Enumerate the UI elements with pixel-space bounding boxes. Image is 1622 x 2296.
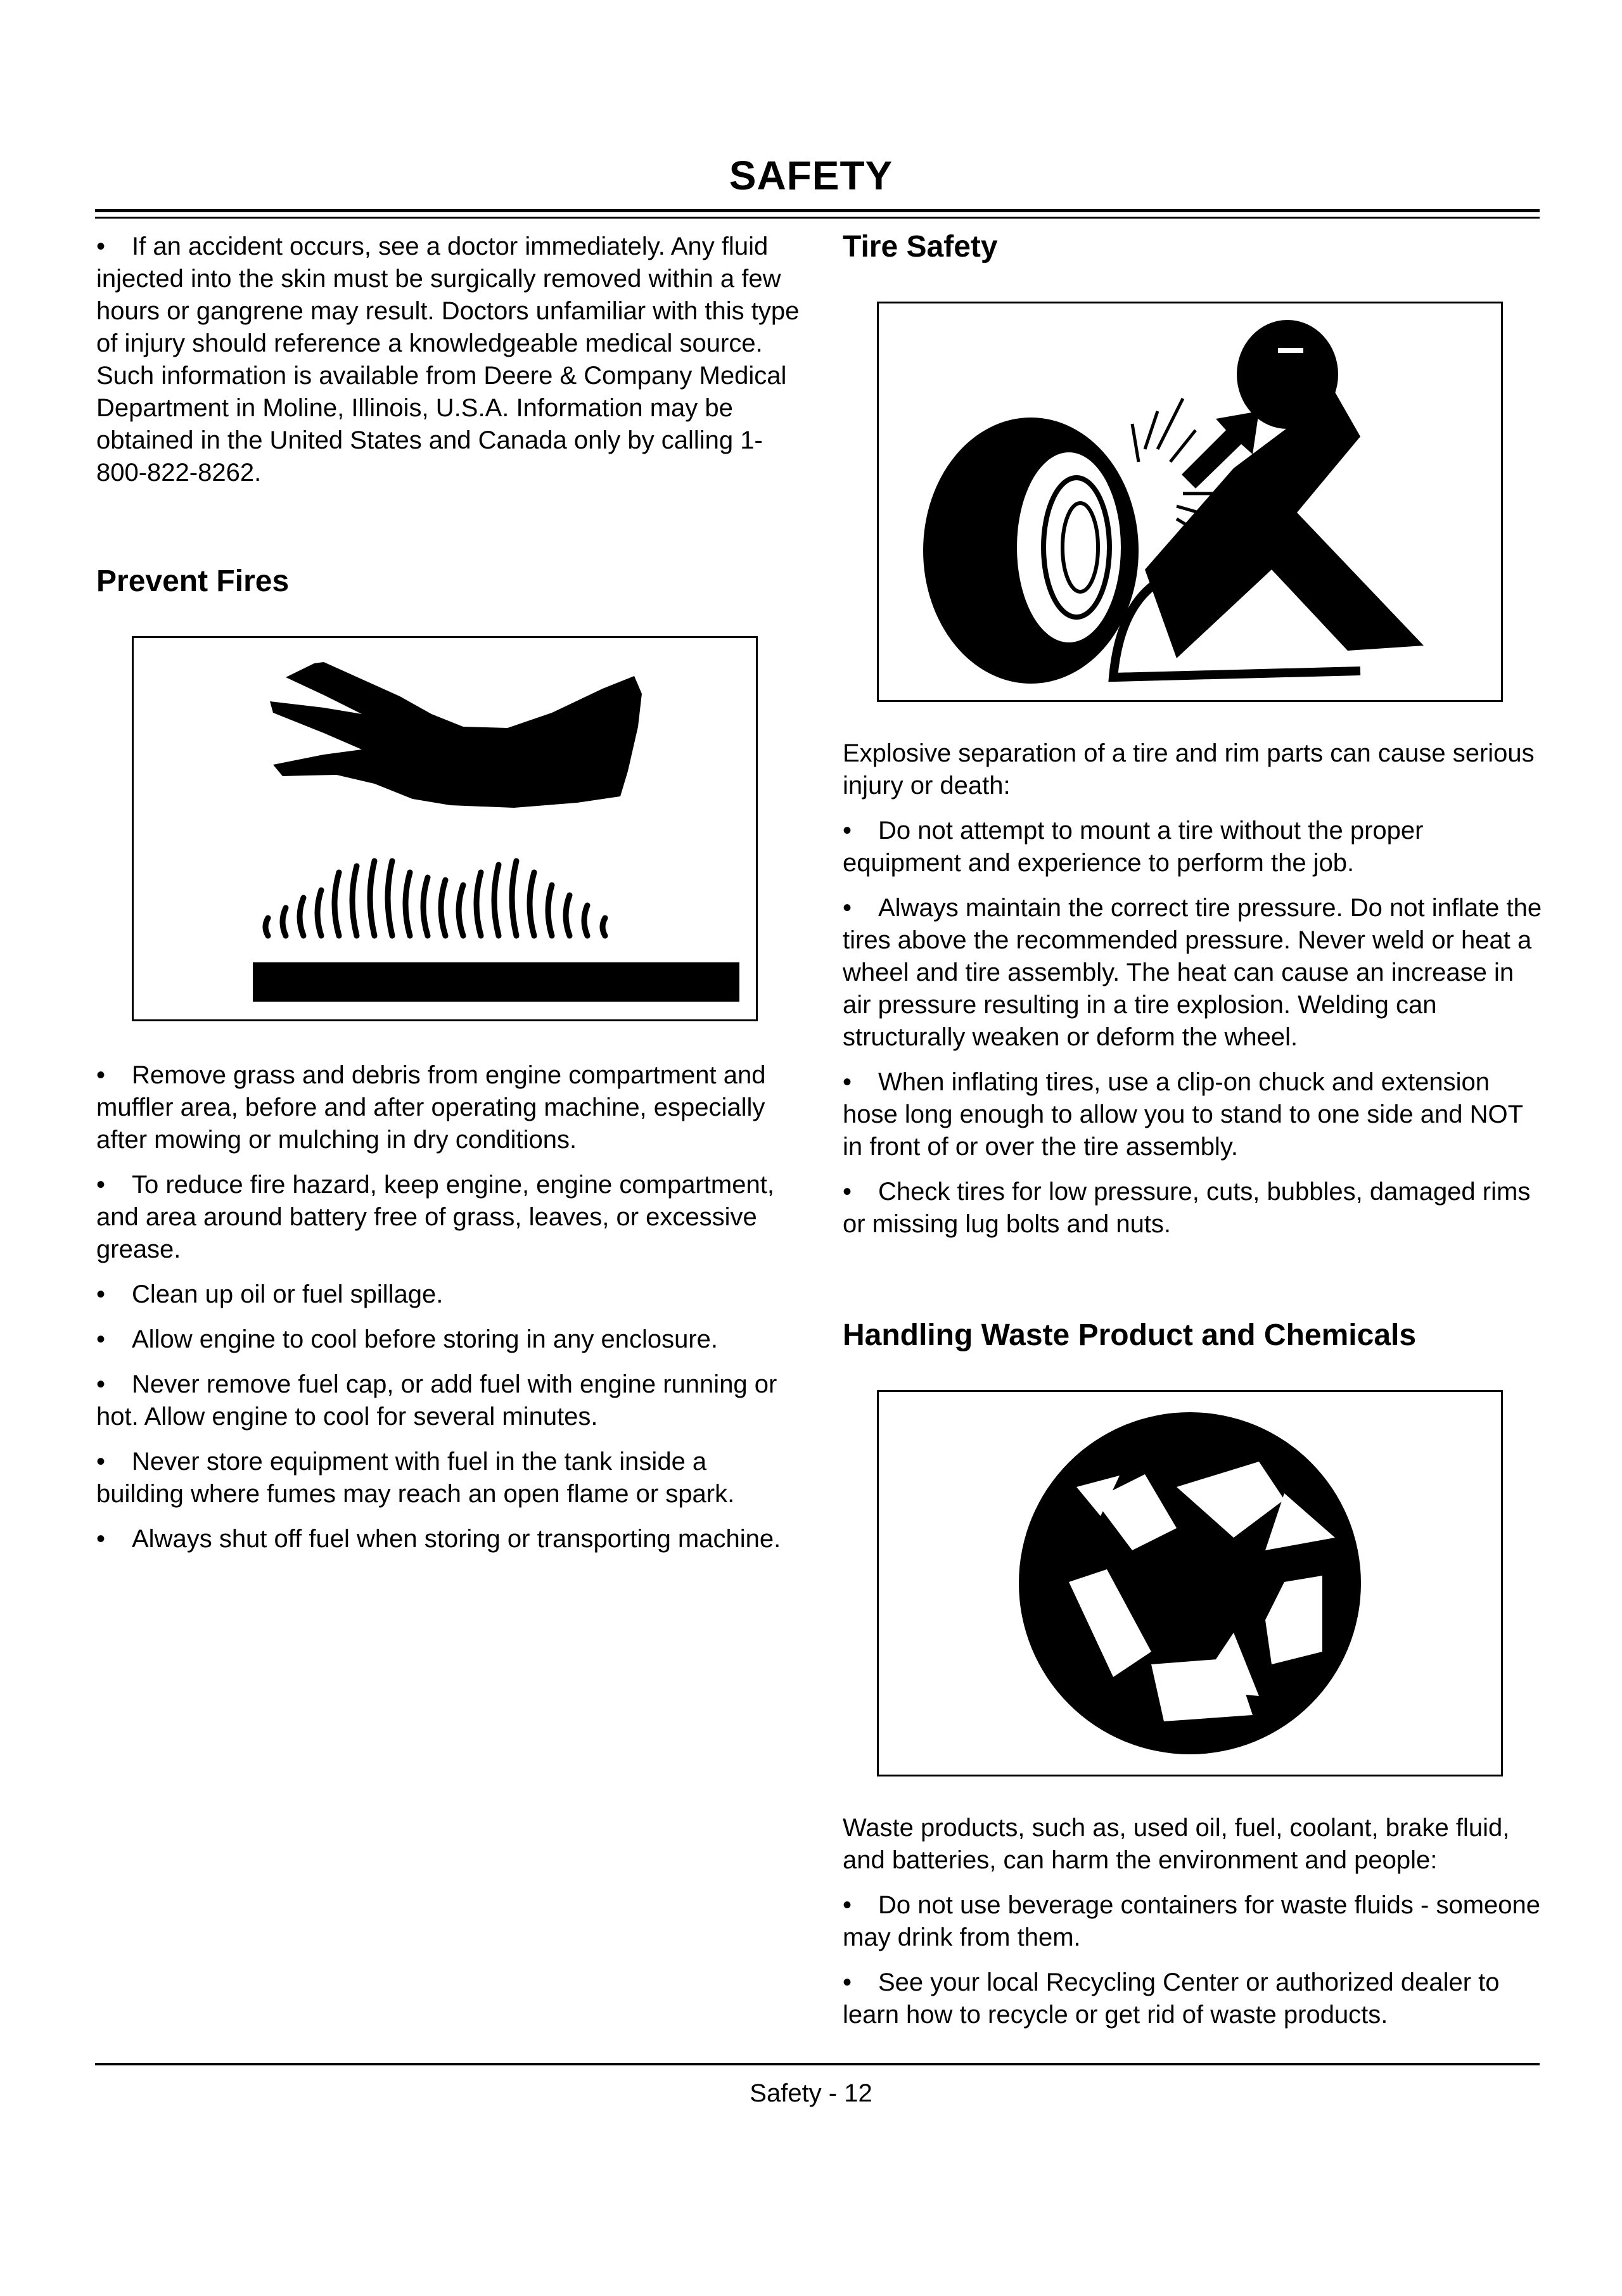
title-rule [95,209,1540,212]
list-item: • Allow engine to cool before storing in any enclosure. [96,1325,718,1353]
fire-figure [132,636,758,1021]
list-item: • Do not attempt to mount a tire without the proper equipment and experience to perform the job. [843,817,1424,877]
list-item: • When inflating tires, use a clip-on chuck and extension hose long enough to allow you to stand to one side and NOT in front of or over the tire assembly. [843,1068,1523,1161]
recycle-icon [879,1392,1501,1775]
recycle-figure [877,1390,1503,1776]
fires-heading: Prevent Fires [96,564,290,598]
title-rule-thin [95,217,1540,219]
footer-rule [95,2063,1540,2065]
list-item: • Always maintain the correct tire pressure. Do not inflate the tires above the recommended pressure. Never weld or heat a wheel and tire assembly. The heat can cause an increase in air pressure resulting in a tire explosion. Welding can structurally weaken or deform the wheel. [843,894,1542,1051]
list-item: • Check tires for low pressure, cuts, bubbles, damaged rims or missing lug bolts and nuts. [843,1178,1531,1238]
list-item: • See your local Recycling Center or authorized dealer to learn how to recycle or get rid of waste products. [843,1968,1500,2029]
fires-heading-wrap [96,565,800,597]
list-item: • Never store equipment with fuel in the tank inside a building where fumes may reach an open flame or spark. [96,1448,735,1508]
waste-intro: Waste products, such as, used oil, fuel, coolant, brake fluid, and batteries, can harm the environment and people: [843,1814,1510,1874]
list-item: • Always shut off fuel when storing or transporting machine. [96,1525,781,1553]
intro-section [96,231,800,489]
list-item: • Remove grass and debris from engine compartment and muffler area, before and after operating machine, especially after mowing or mulching in dry conditions. [96,1061,766,1154]
page-footer: Safety - 12 [750,2079,872,2107]
list-item: • To reduce fire hazard, keep engine, engine compartment, and area around battery free of grass, leaves, or excessive grease. [96,1171,774,1263]
tire-intro: Explosive separation of a tire and rim parts can cause serious injury or death: [843,739,1535,800]
tire-explosion-icon [879,303,1501,700]
list-item: • Do not use beverage containers for waste fluids - someone may drink from them. [843,1891,1541,1951]
tire-heading-wrap [843,231,1546,263]
hand-over-heat-icon [134,638,756,1019]
waste-section [843,1812,1546,2031]
list-item: • Never remove fuel cap, or add fuel with engine running or hot. Allow engine to cool for several minutes. [96,1370,777,1431]
list-item: • Clean up oil or fuel spillage. [96,1280,444,1308]
waste-heading-wrap [843,1319,1546,1351]
page-title: SAFETY [729,153,893,198]
tire-figure [877,302,1503,702]
tire-heading: Tire Safety [843,230,998,264]
fires-bullets [96,1059,800,1555]
waste-heading: Handling Waste Product and Chemicals [843,1318,1417,1352]
intro-bullet: • If an accident occurs, see a doctor immediately. Any fluid injected into the skin must be surgically removed within a few hours or gangrene may result. Doctors unfamiliar with this type of injury should reference a knowledgeable medical source. Such information is available from Deere & Company Medical Department in Moline, Illinois, U.S.A. Information may be obtained in the United States and Canada only by calling 1-800-822-8262. [96,233,800,487]
tire-section [843,737,1546,1240]
